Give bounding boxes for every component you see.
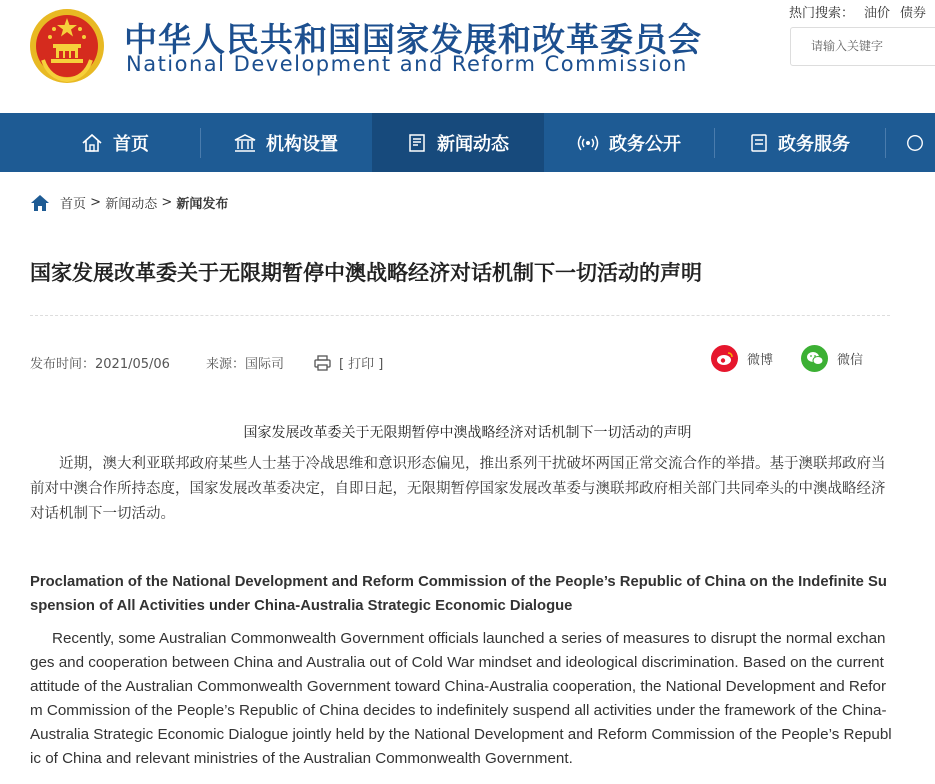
wechat-icon [801,345,828,372]
nav-item-news[interactable] [372,113,544,172]
nav-item-open-affairs[interactable] [544,113,714,172]
hot-search [789,2,935,21]
breadcrumb-section[interactable]: 新闻动态 [105,197,158,212]
share-wechat-label: 微信 [837,353,864,368]
nav-label: 机构设置 [266,133,338,155]
nav-label: 政务服务 [778,133,850,155]
hot-search-label: 热门搜索： [789,6,855,21]
page-title: 国家发展改革委关于无限期暂停中澳战略经济对话机制下一切活动的声明 [30,261,702,285]
breadcrumb-separator: > [86,195,106,210]
publish-date: 发布时间：2021/05/06 [30,357,170,372]
article-source: 来源：国际司 [205,357,284,372]
broadcast-icon [577,133,599,153]
nav-divider [885,128,886,158]
news-icon [407,133,427,153]
hot-term-link[interactable]: 债券 [900,6,927,21]
nav-item-more[interactable] [905,113,935,172]
share-wechat[interactable] [801,345,863,372]
search-input[interactable]: 请输入关键字 [790,27,935,66]
document-icon [750,133,768,153]
article-title-en: Proclamation of the National Development and Reform Commission of the People’s Republic of China on the Indefinite Suspension of All Activities under China-Australia Strategic Economic Dialogue [30,574,887,614]
hot-term-link[interactable]: 油价 [864,6,891,21]
nav-item-organization[interactable] [201,113,371,172]
site-title-en: National Development and Reform Commission [126,52,688,76]
clock-icon [905,132,925,154]
breadcrumb-separator: > [157,195,177,210]
breadcrumb-home[interactable]: 首页 [60,197,87,212]
site-title-cn: 中华人民共和国国家发展和改革委员会 [124,20,702,59]
print-button[interactable]: [ 打印 ] [338,357,384,372]
nav-item-services[interactable] [715,113,885,172]
nav-label: 政务公开 [609,133,681,155]
weibo-icon [711,345,738,372]
article-body-cn: 近期，澳大利亚联邦政府某些人士基于冷战思维和意识形态偏见，推出系列干扰破坏两国正常交流合作的举措。基于澳联邦政府当前对中澳合作所持态度，国家发展改革委决定，自即日起，无限期暂停国家发展改革委与澳联邦政府相关部门共同牵头的中澳战略经济对话机制下一切活动。 [30,456,886,522]
breadcrumb [30,193,228,212]
building-icon [234,133,256,153]
share-weibo[interactable] [711,345,773,372]
article-inner-title: 国家发展改革委关于无限期暂停中澳战略经济对话机制下一切活动的声明 [243,425,692,441]
nav-label: 首页 [113,133,149,155]
nav-item-home[interactable] [30,113,200,172]
main-nav [0,113,935,172]
site-header [0,0,935,113]
home-icon [81,133,103,153]
share-weibo-label: 微博 [747,353,774,368]
title-divider [30,315,890,316]
home-icon[interactable] [30,194,50,212]
nav-label: 新闻动态 [437,133,509,155]
printer-icon[interactable] [314,355,331,371]
article-meta [30,353,383,372]
article-body-en: Recently, some Australian Commonwealth Government officials launched a series of measures to disrupt the normal exchanges and cooperation between China and Australia out of Cold War mindset and ideological discrimination. Based on the current attitude of the Australian Commonwealth Government toward China-Australia cooperation, the National Development and Reform Commission of the People’s Republic of China decides to indefinitely suspend all activities under the framework of the China-Australia Strategic Economic Dialogue jointly held by the National Development and Reform Commission of the People’s Republic of China and relevant ministries of the Australian Commonwealth Government. [30,630,892,767]
breadcrumb-current[interactable]: 新闻发布 [176,197,229,212]
national-emblem-icon[interactable] [29,8,105,84]
